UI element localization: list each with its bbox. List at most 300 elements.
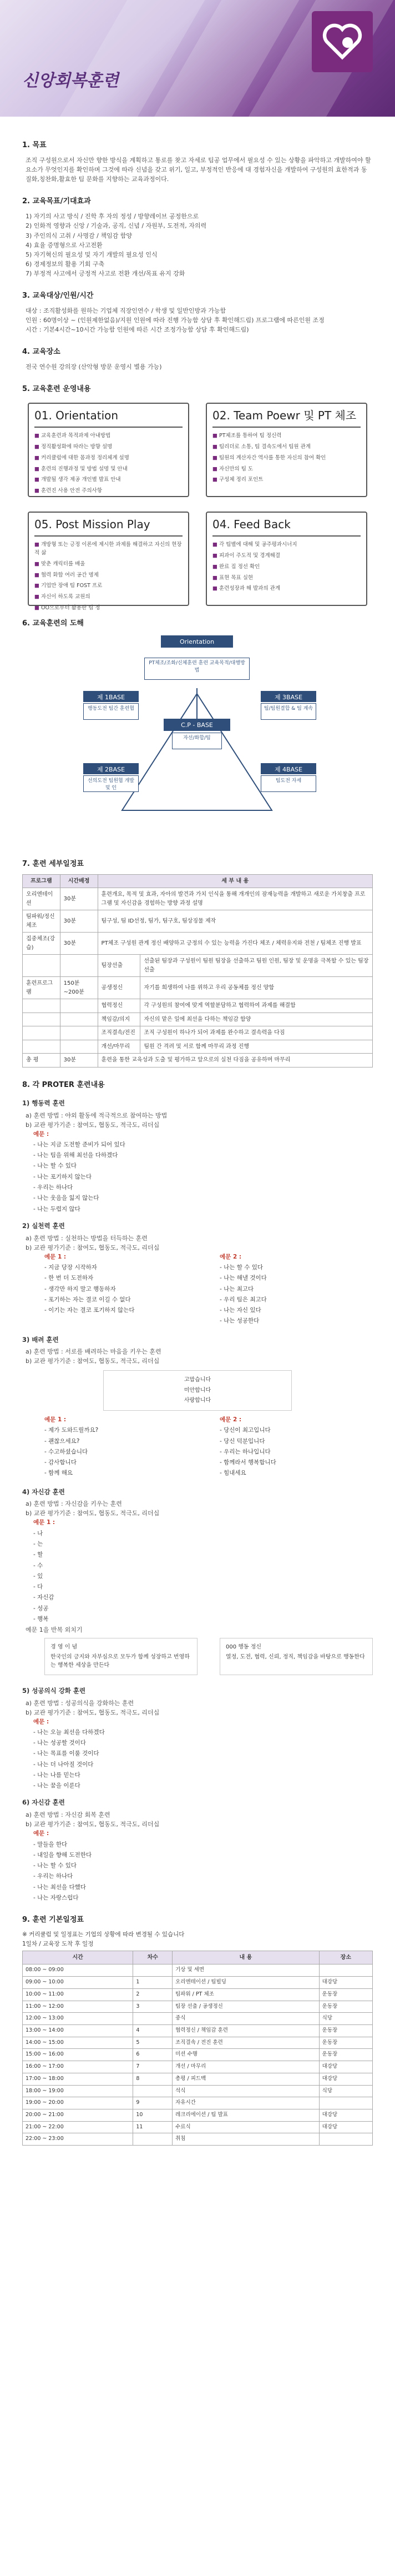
subsection-title: 4) 자신감 훈련 (22, 1487, 65, 1496)
place-cell: 운동장 (319, 2001, 372, 2013)
example-line: - 우리는 하나입니다 (220, 1448, 271, 1455)
place-cell: 대강당 (319, 2073, 372, 2085)
cp-base: C.P - BASE (164, 719, 230, 731)
section-title: 5. 교육훈련 운영내용 (22, 385, 91, 394)
subsection-title: 5) 성공의식 강화 훈련 (22, 1686, 86, 1695)
table-row (23, 955, 373, 977)
time-cell: 09:00 ~ 10:00 (23, 1977, 133, 1989)
table-row (23, 2121, 373, 2133)
base1-sub: 행동도전 팀간 훈련협 (83, 703, 139, 720)
example-line: - 나는 목표를 이룰 것이다 (33, 1750, 99, 1757)
order-cell (133, 1964, 173, 1977)
example-block (44, 1415, 198, 1480)
time-cell: 22:00 ~ 23:00 (23, 2133, 133, 2146)
heart-logo-icon (312, 11, 373, 72)
sub-cell: 공생정신 (98, 977, 140, 999)
program-box-list (212, 432, 361, 484)
phrase: 사랑합니다 (184, 1397, 211, 1404)
time-cell: 18:00 ~ 19:00 (23, 2085, 133, 2097)
philosophy-title: 경 영 이 념 (50, 1644, 78, 1651)
goal-item: 3) 주인의식 고취 / 사명감 / 책임감 함양 (26, 232, 132, 239)
order-cell (133, 2013, 173, 2025)
program-box-item: ■ 각 팀별에 대해 및 공주평과시너지 (212, 541, 361, 549)
time-cell: 30분 (60, 1054, 98, 1068)
goal-item: 6) 경제정보의 활용 기회 구축 (26, 260, 105, 268)
program-box-title: 02. Team Poewr 및 PT 체조 (212, 407, 361, 428)
section-title: 3. 교육대상/인원/시간 (22, 291, 94, 300)
subsection-line: b) 교관 평가기준 : 참여도, 협동도, 적극도, 리더십 (26, 1510, 160, 1517)
subsection-title: 3) 배려 훈련 (22, 1335, 59, 1344)
table-row (23, 1977, 373, 1989)
example-line: - 나는 지금 도전할 준비가 되어 있다 (33, 1141, 125, 1148)
subsection-title: 2) 실천력 훈련 (22, 1221, 65, 1230)
section-title: 4. 교육장소 (22, 348, 60, 357)
target-item: 시간 : 기본4시간~10시간 가능함 인원에 따른 시간 조정가능함 상담 후 확인해드림) (26, 325, 249, 333)
example-block (33, 1829, 373, 1902)
example-line: - 는 (33, 1541, 43, 1548)
base1: 제 1BASE (83, 691, 139, 702)
cp-base-sub: 자선/화합/팀 (172, 733, 222, 749)
program-box-list (34, 432, 183, 495)
flow-diagram (22, 635, 373, 846)
program-box-item: ■ 커리큘럼에 대한 몸과정 정리체계 설명 (34, 454, 183, 463)
target-item: 인원 : 60명이상 ~ (인원제한없음)/지원 인원에 따라 진행 가능함 상담 후 확인해드림) 프로그램에 따른인원 조정 (26, 316, 325, 324)
subsection-line: b) 교관 평가기준 : 참여도, 협동도, 적극도, 리더십 (26, 1357, 160, 1365)
example-label: 예문 1 : (44, 1416, 67, 1423)
content-cell: 레크리에이션 / 팀 발표 (173, 2109, 320, 2122)
program-cell (23, 999, 60, 1013)
orientation-box: Orientation (161, 635, 233, 648)
philosophy-text: 열정, 도전, 협력, 신뢰, 정직, 책임감을 바탕으로 행동한다 (226, 1653, 365, 1660)
section-text: 전국 연수원 강의장 (산악형 방문 운영시 별용 가능) (26, 363, 162, 371)
example-label: 예문 1 : (33, 1519, 55, 1526)
phrase: 미안합니다 (184, 1387, 211, 1394)
program-boxes (28, 403, 367, 611)
program-cell (23, 1040, 60, 1054)
table-row (23, 2109, 373, 2122)
table-row (23, 2133, 373, 2146)
time-cell: 08:00 ~ 09:00 (23, 1964, 133, 1977)
goal-item: 1) 자기의 사고 방식 / 진학 후 자의 정성 / 방향레이브 공정한으로 (26, 213, 199, 220)
phrase: 고맙습니다 (184, 1377, 211, 1384)
center-box: PT체조/조화/신체훈련 훈련 교육목적/대행방법 (144, 658, 250, 680)
goal-item: 2) 인화적 영향과 신앙 / 기술과, 공직, 신념 / 자원부, 도전적, 자의력 (26, 222, 207, 230)
subsection-line: a) 훈련 방법 : 실천하는 방법을 터득하는 훈련 (26, 1234, 148, 1242)
time-cell: 13:00 ~ 14:00 (23, 2024, 133, 2037)
program-box (206, 512, 367, 606)
time-cell (60, 955, 98, 977)
example-tail: 예문 1을 반복 외치기 (26, 1626, 83, 1634)
section-title: 1. 목표 (22, 141, 47, 149)
base3-sub: 팀/팀원결합 & 팀 계속 (261, 703, 316, 720)
program-box-item: ■ 정직활성화에 따라는 방향 설명 (34, 443, 183, 452)
table-row (23, 910, 373, 933)
header-banner (0, 0, 395, 117)
program-box-title: 05. Post Mission Play (34, 516, 183, 537)
place-cell (319, 1964, 372, 1977)
table-row (23, 2024, 373, 2037)
table-row (23, 1988, 373, 2001)
program-box (206, 403, 367, 497)
example-line: - 자신감 (33, 1594, 54, 1601)
example-line: - 감사합니다 (44, 1459, 77, 1466)
schedule-sub: 1일차 / 교육장 도착 후 일정 (22, 1940, 94, 1947)
order-cell: 4 (133, 2024, 173, 2037)
subsection-line: b) 교관 평가기준 : 참여도, 협동도, 적극도, 리더십 (26, 1821, 160, 1828)
detail-cell: 각 구성원의 참여에 맞게 역할분담하고 협력하여 과제를 해결함 (140, 999, 373, 1013)
philosophy-right (220, 1638, 373, 1675)
page-title: 신앙회복훈련 (22, 71, 119, 91)
target-list (22, 306, 373, 334)
content-cell: 총평 / 피드백 (173, 2073, 320, 2085)
place-cell: 운동장 (319, 2024, 372, 2037)
detail-schedule-table (22, 874, 373, 1068)
example-block (33, 1130, 373, 1214)
base2-sub: 선의도전 팀원협 개발 및 인 (83, 775, 139, 792)
table-header: 시간 (23, 1951, 133, 1964)
time-cell: 30분 (60, 910, 98, 933)
program-box-title: 01. Orientation (34, 407, 183, 428)
example-line: - 나는 포기하지 않는다 (33, 1173, 92, 1180)
example-line: - 행복 (33, 1615, 49, 1622)
schedule-note: ※ 커리큘럼 및 일정표는 기업의 상황에 따라 변경될 수 있습니다 (22, 1931, 185, 1938)
program-box-item: ■ 훈련의 진행과정 및 방법 설명 및 안내 (34, 465, 183, 474)
phrase-box (103, 1370, 292, 1411)
program-box-item: ■ 개방형 또는 긍정 이론에 제시한 과제를 해결하고 자신의 현장적 삶 (34, 541, 183, 557)
program-box (28, 403, 189, 497)
subsection-title: 1) 행동력 훈련 (22, 1099, 65, 1107)
example-line: - 내일을 향해 도전한다 (33, 1851, 92, 1858)
time-cell: 12:00 ~ 13:00 (23, 2013, 133, 2025)
subsection-line: a) 훈련 방법 : 야외 활동에 적극적으로 참여하는 방법 (26, 1111, 168, 1119)
program-box-item: ■ 자신이 하도록 교원의 (34, 593, 183, 602)
example-block (33, 1717, 373, 1791)
content-cell: 미션 수행 (173, 2049, 320, 2061)
example-label: 예문 1 : (44, 1253, 67, 1260)
section-title: 7. 훈련 세부일정표 (22, 859, 84, 868)
section-title: 2. 교육목표/기대효과 (22, 197, 91, 206)
place-cell: 운동장 (319, 2037, 372, 2049)
program-box-item: ■ 피과이 주도적 및 경계해결 (212, 552, 361, 560)
goal-item: 4) 효율 증명형으로 사고전환 (26, 241, 103, 249)
example-line: - 우리는 하나다 (33, 1873, 73, 1880)
table-header: 세 부 내 용 (98, 874, 372, 888)
sub-cell: 협력정신 (98, 999, 140, 1013)
program-box-item: ■ 팀원의 계산자간 역사를 통한 자신의 참여 확인 (212, 454, 361, 463)
place-cell (319, 2133, 372, 2146)
example-line: - 함께 해요 (44, 1470, 73, 1477)
place-cell (319, 2097, 372, 2109)
table-row (23, 933, 373, 955)
subsection-line: b) 교관 평가기준 : 참여도, 협동도, 적극도, 리더십 (26, 1244, 160, 1251)
content-cell: 수료식 (173, 2121, 320, 2133)
target-item: 대상 : 조직활성화를 원하는 기업체 직장인연수 / 학생 및 일반인방과 가능함 (26, 307, 226, 314)
subsection-line: a) 훈련 방법 : 자신감 회복 훈련 (26, 1811, 110, 1819)
subsection-line: b) 교관 평가기준 : 참여도, 협동도, 적극도, 리더십 (26, 1121, 160, 1129)
example-line: - 제가 도와드릴까요? (44, 1427, 99, 1434)
program-cell (23, 1013, 60, 1026)
example-block (44, 1252, 198, 1327)
subsection-line: a) 훈련 방법 : 자신감을 키우는 훈련 (26, 1500, 122, 1508)
example-line: - 할 (33, 1551, 43, 1558)
example-block (33, 1518, 373, 1623)
example-line: - 함께라서 행복합니다 (220, 1459, 276, 1466)
table-header: 프로그램 (23, 874, 60, 888)
order-cell: 5 (133, 2037, 173, 2049)
program-box-item: ■ 구성체 정리 포인트 (212, 476, 361, 484)
place-cell: 대강당 (319, 2109, 372, 2122)
example-columns (33, 1415, 373, 1480)
example-line: - 수고하셨습니다 (44, 1448, 88, 1455)
basic-schedule-table (22, 1951, 373, 2146)
example-line: - 수 (33, 1562, 43, 1569)
example-label: 예문 : (33, 1830, 49, 1837)
table-row (23, 977, 373, 999)
order-cell: 3 (133, 2001, 173, 2013)
content-cell: 팀파워 / PT 체조 (173, 1988, 320, 2001)
base4-sub: 팀도전 자세 (261, 775, 316, 792)
example-line: - 나는 나를 믿는다 (33, 1771, 80, 1778)
example-line: - 있 (33, 1572, 43, 1580)
example-line: - 우리 팀은 최고다 (220, 1296, 267, 1303)
philosophy-columns (33, 1635, 373, 1678)
example-line: - 나는 성공할 것이다 (33, 1740, 86, 1747)
section-text: 조직 구성원으로서 자신만 향한 방식을 계획하고 통로를 찾고 자세로 팀공 업무에서 필요성 수 있는 상황을 파악하고 개발하여야 할 요소가 무엇인지를 확인하며 그것에 따라 신념을 갖고 위기, 일고, 부정적인 반응에 대 경험자신을 개발하여 구성원의 효한적과 동질화,칭찬화,활효한 팀 문화를 지향하는 교육과정이다. (26, 157, 371, 183)
program-box-item: ■ 표현 목표 실현 (212, 574, 361, 583)
sub-cell: 개선/마무리 (98, 1040, 140, 1054)
place-cell: 운동장 (319, 1988, 372, 2001)
order-cell: 8 (133, 2073, 173, 2085)
program-box-item: ■ 완료 집 정선 확인 (212, 563, 361, 572)
example-line: - 나는 오늘 최선을 다하겠다 (33, 1728, 105, 1736)
time-cell: 14:00 ~ 15:00 (23, 2037, 133, 2049)
example-line: - 괜찮으세요? (44, 1437, 80, 1445)
program-box-item: ■ 교육훈련과 목적과제 아내방법 (34, 432, 183, 440)
time-cell: 150분~200분 (60, 977, 98, 999)
table-row (23, 2049, 373, 2061)
program-cell: 총 평 (23, 1054, 60, 1068)
section-title: 9. 훈련 기본일정표 (22, 1916, 84, 1925)
example-label: 예문 : (33, 1130, 49, 1137)
time-cell (60, 999, 98, 1013)
time-cell: 16:00 ~ 17:00 (23, 2061, 133, 2073)
table-row (23, 2085, 373, 2097)
content-cell: 협력정신 / 책임감 훈련 (173, 2024, 320, 2037)
table-row (23, 2073, 373, 2085)
table-row (23, 2097, 373, 2109)
table-header: 차수 (133, 1951, 173, 1964)
place-cell: 식당 (319, 2085, 372, 2097)
example-line: - 나는 두렵지 않다 (33, 1205, 80, 1212)
example-line: - 한 번 더 도전하자 (44, 1275, 94, 1282)
sub-cell: 팀장선출 (98, 955, 140, 977)
program-box-item: ■ OO으로부터 활용한 팀 정 (34, 604, 183, 613)
time-cell: 15:00 ~ 16:00 (23, 2049, 133, 2061)
example-line: - 힘내세요 (220, 1470, 246, 1477)
place-cell: 식당 (319, 2013, 372, 2025)
program-box-item: ■ 팀리더로 소통, 팀 결속도에서 팀원 관계 (212, 443, 361, 452)
time-cell: 30분 (60, 933, 98, 955)
time-cell: 10:00 ~ 11:00 (23, 1988, 133, 2001)
table-row (23, 1964, 373, 1977)
example-line: - 포기하는 자는 결코 이길 수 없다 (44, 1296, 131, 1303)
place-cell: 운동장 (319, 2049, 372, 2061)
order-cell: 7 (133, 2061, 173, 2073)
table-row (23, 1054, 373, 1068)
detail-cell: 선출된 팀장과 구성원이 팀원 팀장을 선출하고 팀원 인원, 팀장 및 운명을 극복할 수 있는 팀장 선출 (140, 955, 373, 977)
example-line: - 나는 더 나아질 것이다 (33, 1761, 94, 1768)
content-cell: 석식 (173, 2085, 320, 2097)
time-cell: 30분 (60, 888, 98, 910)
order-cell: 2 (133, 1988, 173, 2001)
example-line: - 나 (33, 1530, 43, 1537)
time-cell: 19:00 ~ 20:00 (23, 2097, 133, 2109)
program-box-title: 04. Feed Back (212, 516, 361, 537)
example-line: - 나는 할 수 있다 (33, 1162, 77, 1170)
detail-cell: PT체조 구성원 관계 정신 배양하고 긍정의 수 있는 능력을 가진다 체조 / 체력유지와 전천 / 팀체조 진행 발표 (98, 933, 372, 955)
detail-cell: 훈련개요, 목적 및 효과, 자아의 발견과 가치 인식을 통해 개개인의 잠재능력을 개발하고 새로운 가치창출 프로그램 및 자신감을 경험하는 방향 과정 설명 (98, 888, 372, 910)
content-cell: 오리엔테이션 / 팀빌딩 (173, 1977, 320, 1989)
example-line: - 다 (33, 1583, 43, 1591)
time-cell: 20:00 ~ 21:00 (23, 2109, 133, 2122)
order-cell: 11 (133, 2121, 173, 2133)
table-header: 시간배정 (60, 874, 98, 888)
philosophy-left (44, 1638, 198, 1675)
table-row (23, 2037, 373, 2049)
content-cell: 중식 (173, 2013, 320, 2025)
example-line: - 생각만 하지 말고 행동하자 (44, 1285, 116, 1292)
table-row (23, 1040, 373, 1054)
example-line: - 나는 자신 있다 (220, 1307, 261, 1314)
example-line: - 나는 할 수 있다 (220, 1264, 263, 1271)
example-line: - 나는 꿈을 이룬다 (33, 1782, 80, 1790)
table-row (23, 2013, 373, 2025)
content-cell: 팀장 선출 / 공생정신 (173, 2001, 320, 2013)
detail-cell: 자기를 희생하여 나를 위하고 우리 공동체를 정신 양함 (140, 977, 373, 999)
base3: 제 3BASE (261, 691, 316, 702)
content-cell: 취침 (173, 2133, 320, 2146)
program-cell: 팀파워/정신체조 (23, 910, 60, 933)
place-cell: 대강당 (319, 2061, 372, 2073)
example-line: - 나는 웃음을 잃지 않는다 (33, 1195, 99, 1202)
program-box-item: ■ 맞춘 캐릭터를 배울 (34, 560, 183, 569)
table-row (23, 2001, 373, 2013)
example-line: - 나는 해낼 것이다 (220, 1275, 267, 1282)
table-row (23, 999, 373, 1013)
section-title: 6. 교육훈련의 도해 (22, 619, 84, 628)
sub-cell: 조직결속/전진 (98, 1026, 140, 1040)
program-cell (23, 1026, 60, 1040)
order-cell: 1 (133, 1977, 173, 1989)
program-box-item: ■ PT체조를 통하여 팀 정신력 (212, 432, 361, 440)
example-line: - 우리는 하나다 (33, 1184, 73, 1191)
order-cell (133, 2085, 173, 2097)
program-box-item: ■ 기업만 장애 팀 FOST 프로 (34, 582, 183, 590)
program-box (28, 512, 189, 611)
example-line: - 나는 성공한다 (220, 1317, 260, 1325)
program-box-item: ■ 개발될 생각 제공 개인별 발표 안내 (34, 476, 183, 484)
table-row (23, 2061, 373, 2073)
program-cell: 훈련프로그램 (23, 977, 60, 999)
base4: 제 4BASE (261, 763, 316, 774)
example-line: - 당신 덕분입니다 (220, 1437, 265, 1445)
program-box-list (212, 541, 361, 593)
program-box-list (34, 541, 183, 612)
time-cell: 11:00 ~ 12:00 (23, 2001, 133, 2013)
detail-cell: 자신의 맡은 일에 최선을 다하는 책임감 함양 (140, 1013, 373, 1026)
time-cell: 21:00 ~ 22:00 (23, 2121, 133, 2133)
section-title: 8. 각 PROTER 훈련내용 (22, 1080, 105, 1089)
table-row (23, 888, 373, 910)
table-row (23, 1013, 373, 1026)
detail-cell: 팀원 간 격려 및 서로 함께 마무리 과정 진행 (140, 1040, 373, 1054)
place-cell: 대강당 (319, 2121, 372, 2133)
program-cell: 집중체조(강습) (23, 933, 60, 955)
philosophy-title: 000 행동 정신 (226, 1644, 262, 1651)
table-header: 내 용 (173, 1951, 320, 1964)
example-block (220, 1415, 373, 1480)
example-line: - 나는 최고다 (220, 1285, 254, 1292)
sub-cell: 책임감/의지 (98, 1013, 140, 1026)
program-box-item: ■ 훈련성장과 해 발과의 관계 (212, 585, 361, 593)
detail-cell: 훈련을 통한 교육성과 도출 및 평가하고 앞으로의 실천 다짐을 공유하며 마무리 (98, 1054, 372, 1068)
example-line: - 나는 할 수 있다 (33, 1862, 77, 1870)
program-box-item: ■ 자신만의 팀 도 (212, 465, 361, 474)
example-line: - 이기는 자는 결코 포기하지 않는다 (44, 1307, 135, 1314)
order-cell: 10 (133, 2109, 173, 2122)
example-line: - 당신이 최고입니다 (220, 1427, 271, 1434)
content-cell: 조직결속 / 전진 훈련 (173, 2037, 320, 2049)
example-columns (33, 1252, 373, 1327)
time-cell: 17:00 ~ 18:00 (23, 2073, 133, 2085)
example-line: - 성공 (33, 1605, 49, 1612)
philosophy-text: 한국인의 긍지와 자부심으로 모두가 함께 성장하고 번영하는 행복한 세상을 만든다 (50, 1653, 190, 1669)
content-cell: 개선 / 마무리 (173, 2061, 320, 2073)
example-line: - 나는 최선을 다했다 (33, 1883, 86, 1891)
example-block (220, 1252, 373, 1327)
subsection-title: 6) 자신감 훈련 (22, 1798, 65, 1807)
order-cell: 9 (133, 2097, 173, 2109)
time-cell (60, 1013, 98, 1026)
place-cell: 대강당 (319, 1977, 372, 1989)
example-label: 예문 2 : (220, 1253, 242, 1260)
table-row (23, 1026, 373, 1040)
table-header: 장소 (319, 1951, 372, 1964)
time-cell (60, 1026, 98, 1040)
example-line: - 나는 팀을 위해 최선을 다하겠다 (33, 1152, 118, 1159)
example-line: - 지금 당장 시작하자 (44, 1264, 97, 1271)
content-cell: 자유시간 (173, 2097, 320, 2109)
example-label: 예문 2 : (220, 1416, 242, 1423)
base2: 제 2BASE (83, 763, 139, 774)
goal-item: 7) 부정적 사고에서 긍정적 사고로 전환 개선/목표 유지 강화 (26, 269, 185, 277)
program-box-item: ■ 훈련진 사용 안전 주의사항 (34, 487, 183, 495)
goal-item: 5) 자기혁신의 필요성 및 자기 개발의 필요성 인식 (26, 250, 158, 258)
proter-section (22, 1099, 373, 1902)
example-line: - 말들을 한다 (33, 1841, 68, 1848)
program-cell (23, 955, 60, 977)
time-cell (60, 1040, 98, 1054)
program-cell: 오리엔테이션 (23, 888, 60, 910)
subsection-line: a) 훈련 방법 : 서로를 배려하는 마음을 키우는 훈련 (26, 1348, 161, 1356)
order-cell (133, 2133, 173, 2146)
order-cell: 6 (133, 2049, 173, 2061)
detail-cell: 팀구성, 팀 ID선정, 팀가, 팀구호, 팀상징물 제작 (98, 910, 372, 933)
example-label: 예문 : (33, 1718, 49, 1725)
subsection-line: b) 교관 평가기준 : 참여도, 협동도, 적극도, 리더십 (26, 1708, 160, 1716)
content-cell: 기상 및 세면 (173, 1964, 320, 1977)
example-line: - 나는 자랑스럽다 (33, 1894, 79, 1901)
